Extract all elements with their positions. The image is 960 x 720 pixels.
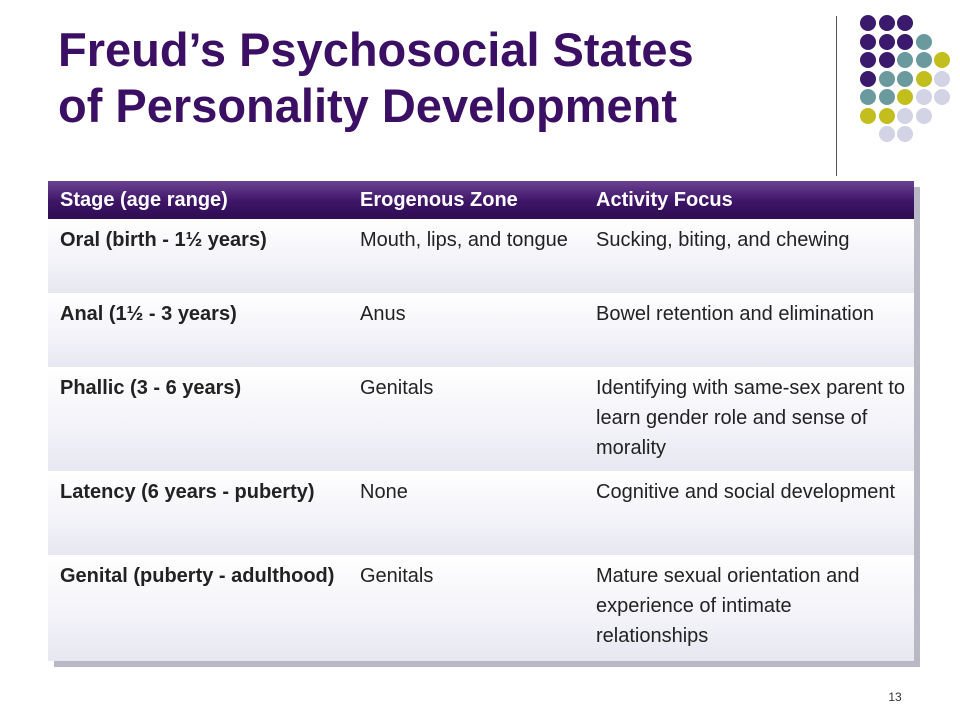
slide-title bbox=[58, 22, 818, 134]
cell-zone: Mouth, lips, and tongue bbox=[360, 229, 568, 251]
decorative-dot bbox=[860, 34, 876, 50]
cell-activity: Sucking, biting, and chewing bbox=[596, 229, 850, 251]
cell-stage: Anal (1½ - 3 years) bbox=[60, 303, 237, 325]
decorative-dot bbox=[916, 52, 932, 68]
stages-table bbox=[48, 181, 914, 661]
cell-activity: Mature sexual orientation and experience of intimate relationships bbox=[596, 565, 860, 647]
divider-line bbox=[836, 16, 837, 176]
cell-zone: Genitals bbox=[360, 565, 434, 587]
stages-table-container bbox=[48, 181, 914, 661]
table-row bbox=[48, 293, 914, 367]
decorative-dot bbox=[934, 71, 950, 87]
decorative-dot bbox=[934, 89, 950, 105]
decorative-dot bbox=[916, 71, 932, 87]
decorative-dot bbox=[860, 52, 876, 68]
title-line-2: of Personality Development bbox=[58, 79, 677, 132]
decorative-dot bbox=[897, 71, 913, 87]
decorative-dot bbox=[860, 15, 876, 31]
decorative-dot bbox=[897, 89, 913, 105]
cell-activity: Cognitive and social development bbox=[596, 481, 896, 503]
cell-zone: None bbox=[360, 481, 408, 503]
header-erogenous-zone: Erogenous Zone bbox=[360, 189, 518, 211]
decorative-dot bbox=[879, 52, 895, 68]
table-row bbox=[48, 367, 914, 471]
decorative-dot bbox=[860, 108, 876, 124]
decorative-dot bbox=[897, 52, 913, 68]
decorative-dot bbox=[916, 108, 932, 124]
title-line-1: Freud’s Psychosocial States bbox=[58, 23, 694, 76]
table-header-row bbox=[48, 181, 914, 219]
cell-stage: Latency (6 years - puberty) bbox=[60, 481, 315, 503]
header-activity-focus: Activity Focus bbox=[596, 189, 733, 211]
decorative-dot bbox=[879, 108, 895, 124]
decorative-dot bbox=[879, 34, 895, 50]
decorative-dot bbox=[897, 108, 913, 124]
cell-stage: Genital (puberty - adulthood) bbox=[60, 565, 335, 587]
decorative-dot bbox=[879, 89, 895, 105]
decorative-dot bbox=[860, 71, 876, 87]
decorative-dot bbox=[934, 52, 950, 68]
decorative-dot bbox=[879, 15, 895, 31]
decorative-dot bbox=[860, 89, 876, 105]
table-row bbox=[48, 471, 914, 555]
cell-stage: Oral (birth - 1½ years) bbox=[60, 229, 267, 251]
cell-zone: Genitals bbox=[360, 377, 434, 399]
decorative-dot bbox=[916, 34, 932, 50]
page-number: 13 bbox=[888, 690, 902, 704]
table-row bbox=[48, 555, 914, 661]
table-row bbox=[48, 219, 914, 293]
cell-zone: Anus bbox=[360, 303, 406, 325]
decorative-dot bbox=[897, 34, 913, 50]
decorative-dot bbox=[879, 126, 895, 142]
cell-stage: Phallic (3 - 6 years) bbox=[60, 377, 242, 399]
decorative-dot bbox=[879, 71, 895, 87]
cell-activity: Bowel retention and elimination bbox=[596, 303, 874, 325]
decorative-dot bbox=[897, 126, 913, 142]
header-stage: Stage (age range) bbox=[60, 189, 228, 211]
decorative-dot bbox=[916, 89, 932, 105]
cell-activity: Identifying with same-sex parent to learn gender role and sense of morality bbox=[596, 377, 906, 459]
decorative-dot bbox=[897, 15, 913, 31]
